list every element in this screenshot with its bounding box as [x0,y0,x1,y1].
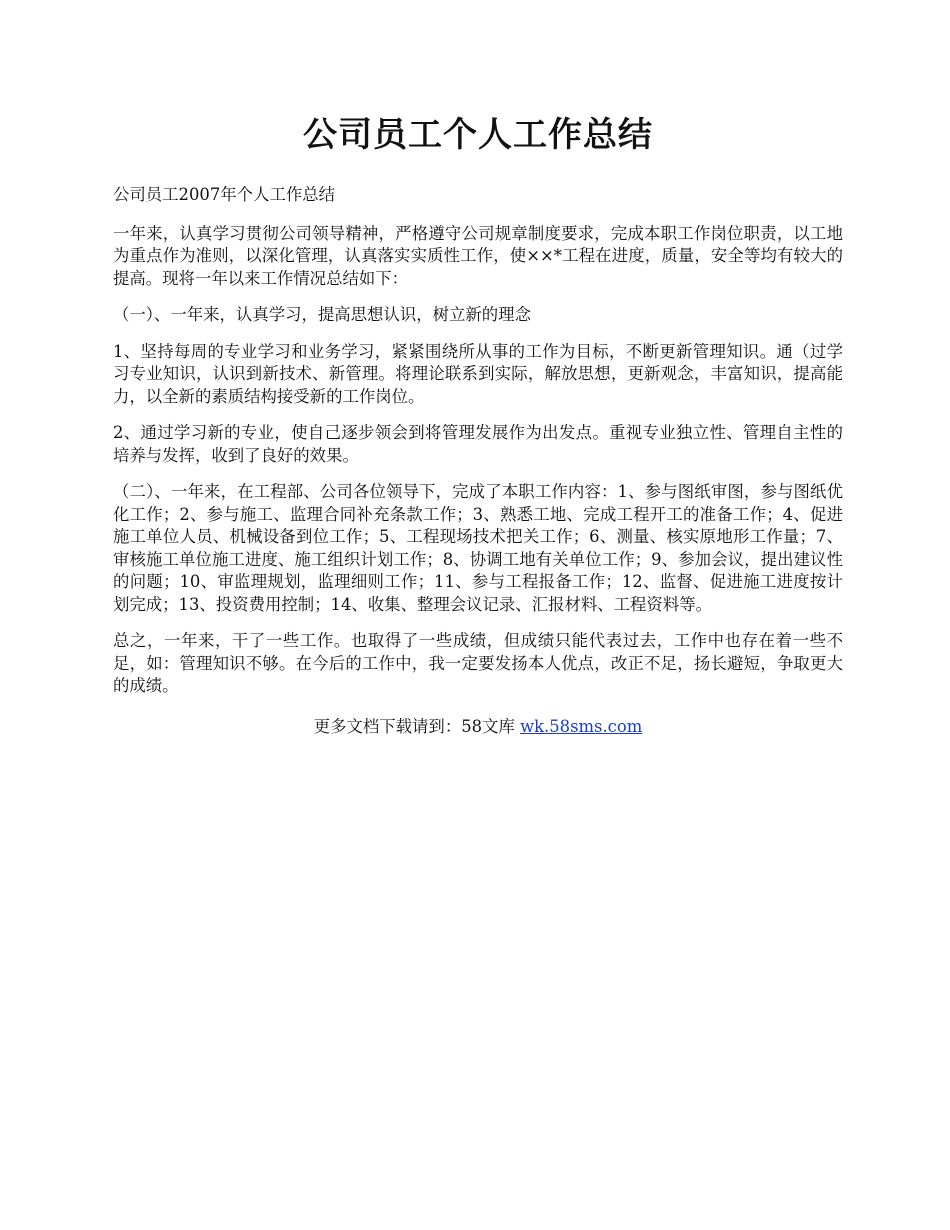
document-footer [113,716,843,739]
footer-text: 更多文档下载请到：58文库 [313,716,521,736]
paragraph-work-content: （二）、一年来，在工程部、公司各位领导下，完成了本职工作内容：1、参与图纸审图，参与图纸优化工作；2、参与施工、监理合同补充条款工作；3、熟悉工地、完成工程开工的准备工作；4、促进施工单位人员、机械设备到位工作；5、工程现场技术把关工作；6、测量、核实原地形工作量；7、审核施工单位施工进度、施工组织计划工作；8、协调工地有关单位工作；9、参加会议，提出建议性的问题；10、审监理规划，监理细则工作；11、参与工程报备工作；12、监督、促进施工进度按计划完成；13、投资费用控制；14、收集、整理会议记录、汇报材料、工程资料等。 [113,482,843,614]
section-heading-1: （一）、一年来，认真学习，提高思想认识，树立新的理念 [113,305,531,324]
document-title: 公司员工个人工作总结 [303,115,653,155]
paragraph-conclusion: 总之，一年来，干了一些工作。也取得了一些成绩，但成绩只能代表过去，工作中也存在着一些不足，如：管理知识不够。在今后的工作中，我一定要发扬本人优点，改正不足，扬长避短，争取更大的成绩。 [113,631,843,695]
paragraph-study-1: 1、坚持每周的专业学习和业务学习，紧紧围绕所从事的工作为目标，不断更新管理知识。通（过学习专业知识，认识到新技术、新管理。将理论联系到实际，解放思想，更新观念，丰富知识，提高能力，以全新的素质结构接受新的工作岗位。 [113,341,843,406]
paragraph-intro: 一年来，认真学习贯彻公司领导精神，严格遵守公司规章制度要求，完成本职工作岗位职责，以工地为重点作为准则，以深化管理，认真落实实质性工作，使××*工程在进度，质量，安全等均有较大的提高。现将一年以来工作情况总结如下： [113,223,843,288]
footer-link[interactable]: wk.58sms.com [520,716,643,736]
document-subtitle: 公司员工2007年个人工作总结 [113,185,336,204]
document-page [113,112,843,738]
paragraph-study-2: 2、通过学习新的专业，使自己逐步领会到将管理发展作为出发点。重视专业独立性、管理自主性的培养与发挥，收到了良好的效果。 [113,423,843,465]
